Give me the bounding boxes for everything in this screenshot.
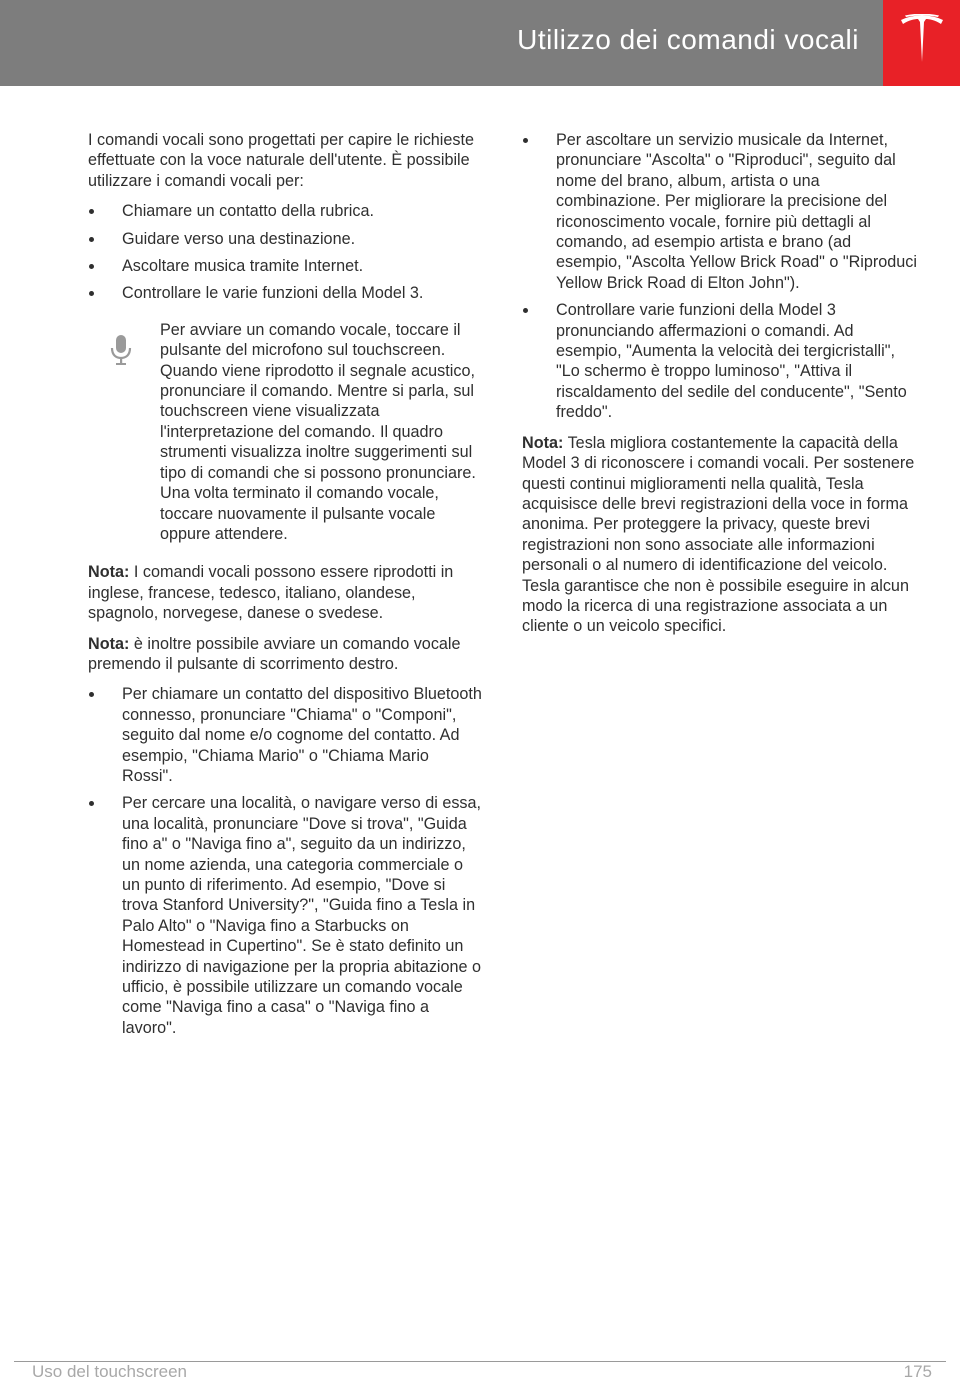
footer-section: Uso del touchscreen	[32, 1362, 187, 1381]
list-item: Ascoltare musica tramite Internet.	[88, 256, 484, 276]
list-item: Guidare verso una destinazione.	[88, 229, 484, 249]
page-title: Utilizzo dei comandi vocali	[517, 24, 859, 55]
list-item: Chiamare un contatto della rubrica.	[88, 201, 484, 221]
page-header	[0, 0, 960, 86]
microphone-tip	[88, 320, 484, 544]
note-text: I comandi vocali possono essere riprodotti in inglese, francese, tedesco, italiano, olandese, spagnolo, norvegese, danese o svedese.	[88, 563, 454, 623]
left-column	[88, 130, 484, 1048]
microphone-tip-text: Per avviare un comando vocale, toccare il pulsante del microfono sul touchscreen. Quando viene riprodotto il segnale acustico, pronunciare il comando. Mentre si parla, sul touchscreen viene visualizzata l'interpretazione del comando. Il quadro strumenti visualizza inoltre suggerimenti sul tipo di comandi che si possono pronunciare. Una volta terminato il comando vocale, toccare nuovamente il pulsante vocale oppure attendere.	[160, 320, 476, 543]
tesla-logo-icon	[899, 14, 945, 66]
note-paragraph	[88, 634, 484, 675]
list-item: Per chiamare un contatto del dispositivo Bluetooth connesso, pronunciare "Chiama" o "Componi", seguito dal nome e/o cognome del contatto. Ad esempio, "Chiama Mario" o "Chiama Mario Rossi".	[88, 684, 484, 786]
note-label: Nota:	[522, 433, 564, 452]
page-number: 175	[903, 1362, 932, 1381]
right-column	[522, 130, 920, 647]
examples-list	[522, 130, 920, 423]
logo-badge	[883, 0, 960, 86]
examples-list	[88, 684, 484, 1038]
microphone-icon	[110, 334, 132, 366]
list-item: Controllare varie funzioni della Model 3 pronunciando affermazioni o comandi. Ad esempio, "Aumenta la velocità dei tergicristalli", "Lo schermo è troppo luminoso", "Attiva il riscaldamento del sedile del conducente", "Sento freddo".	[522, 300, 920, 422]
list-item: Per cercare una località, o navigare verso di essa, una località, pronunciare "Dove si trova", "Guida fino a" o "Naviga fino a", seguito da un indirizzo, un nome azienda, una categoria commerciale o un punto di riferimento. Ad esempio, "Dove si trova Stanford University?", "Guida fino a Tesla in Palo Alto" o "Naviga fino a Starbucks on Homestead in Cupertino". Se è stato definito un indirizzo di navigazione per la propria abitazione o ufficio, è possibile utilizzare un comando vocale come "Naviga fino a casa" o "Naviga fino a lavoro".	[88, 793, 484, 1038]
list-item: Per ascoltare un servizio musicale da Internet, pronunciare "Ascolta" o "Riproduci", seguito dal nome del brano, album, artista o una combinazione. Per migliorare la precisione del riconoscimento vocale, fornire più dettagli al comando, ad esempio artista e brano (ad esempio, "Ascolta Yellow Brick Road" o "Riproduci Yellow Brick Road di Elton John").	[522, 130, 920, 293]
note-paragraph	[88, 562, 484, 623]
note-text: è inoltre possibile avviare un comando vocale premendo il pulsante di scorrimento destro.	[88, 634, 461, 673]
uses-list	[88, 201, 484, 304]
list-item: Controllare le varie funzioni della Model 3.	[88, 283, 484, 303]
note-paragraph	[522, 433, 920, 637]
note-label: Nota:	[88, 634, 130, 653]
note-label: Nota:	[88, 563, 130, 582]
intro-paragraph: I comandi vocali sono progettati per capire le richieste effettuate con la voce naturale dell'utente. È possibile utilizzare i comandi vocali per:	[88, 131, 475, 190]
note-text: Tesla migliora costantemente la capacità della Model 3 di riconoscere i comandi vocali. Per sostenere questi continui miglioramenti nella qualità, Tesla acquisisce delle brevi registrazioni della voce in forma anonima. Per proteggere la privacy, queste brevi registrazioni non sono associate alle informazioni personali o al numero di identificazione del veicolo. Tesla garantisce che non è possibile eseguire in alcun modo la ricerca di una registrazione associata a un cliente o un veicolo specifici.	[522, 433, 915, 636]
